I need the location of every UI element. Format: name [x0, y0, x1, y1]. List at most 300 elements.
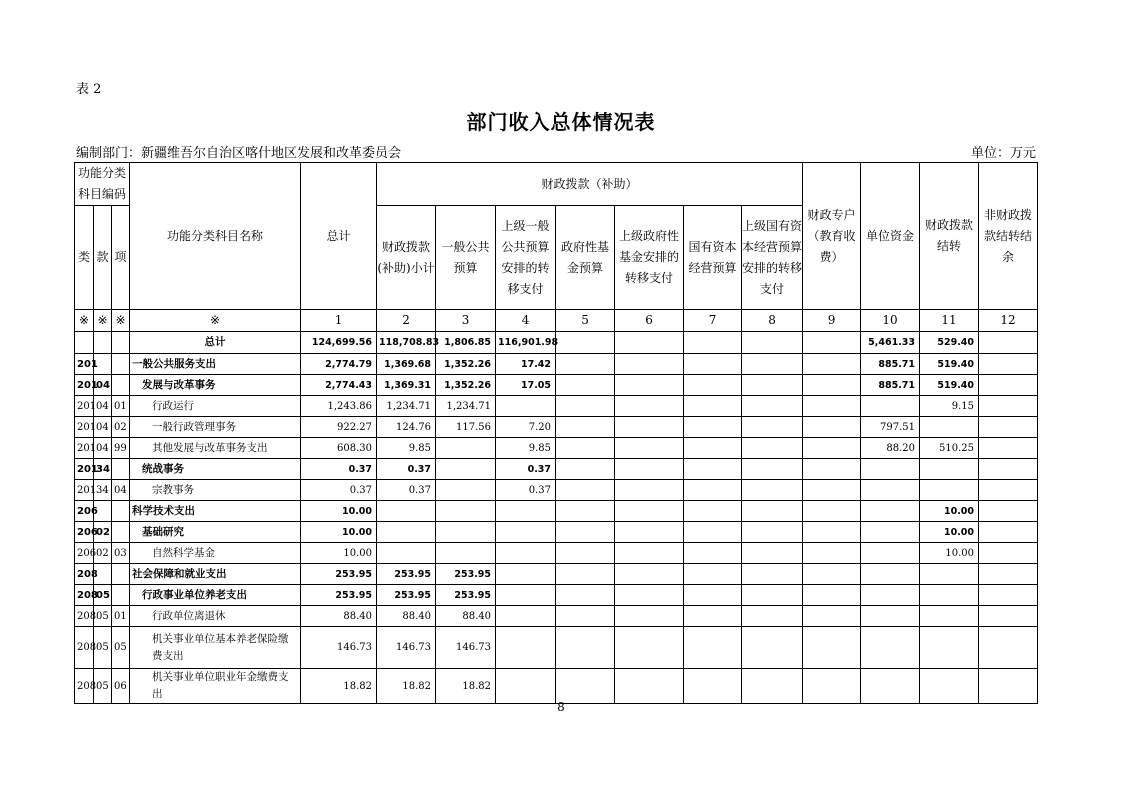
code-kuan: 05	[94, 627, 112, 669]
value-cell: 88.40	[377, 606, 436, 627]
value-cell	[556, 627, 615, 669]
code-lei: 206	[75, 522, 94, 543]
table-row	[75, 396, 1038, 417]
value-cell	[615, 606, 684, 627]
value-cell	[556, 438, 615, 459]
code-kuan: 05	[94, 669, 112, 704]
value-cell	[742, 354, 803, 375]
value-cell	[615, 354, 684, 375]
index-cell: ※	[94, 310, 112, 332]
value-cell: 1,234.71	[377, 396, 436, 417]
code-lei: 208	[75, 669, 94, 704]
index-cell: 5	[556, 310, 615, 332]
value-cell: 10.00	[301, 501, 377, 522]
value-cell: 0.37	[377, 459, 436, 480]
index-cell: 1	[301, 310, 377, 332]
value-cell	[861, 459, 920, 480]
table-row	[75, 543, 1038, 564]
table-row	[75, 438, 1038, 459]
value-cell: 17.42	[496, 354, 556, 375]
value-cell	[684, 585, 742, 606]
value-cell	[861, 627, 920, 669]
value-cell	[861, 501, 920, 522]
value-cell	[920, 627, 979, 669]
department-label: 编制部门：新疆维吾尔自治区喀什地区发展和改革委员会	[76, 146, 402, 161]
value-cell: 10.00	[301, 522, 377, 543]
code-kuan: 05	[94, 606, 112, 627]
value-cell	[684, 627, 742, 669]
code-xiang	[112, 375, 130, 396]
value-cell	[556, 354, 615, 375]
code-xiang	[112, 564, 130, 585]
header-fiscal-subtotal: 财政拨款(补助)小计	[377, 206, 436, 310]
value-cell	[979, 522, 1038, 543]
value-cell	[684, 417, 742, 438]
value-cell	[742, 375, 803, 396]
value-cell: 2,774.79	[301, 354, 377, 375]
table-row	[75, 522, 1038, 543]
row-name: 行政事业单位养老支出	[130, 585, 301, 606]
value-cell	[803, 480, 861, 501]
value-cell	[803, 417, 861, 438]
row-name: 机关事业单位职业年金缴费支出	[130, 669, 301, 704]
value-cell	[920, 669, 979, 704]
value-cell: 0.37	[301, 459, 377, 480]
value-cell	[979, 564, 1038, 585]
code-lei: 208	[75, 627, 94, 669]
value-cell	[684, 669, 742, 704]
value-cell: 922.27	[301, 417, 377, 438]
value-cell	[684, 606, 742, 627]
value-cell: 2,774.43	[301, 375, 377, 396]
value-cell	[615, 522, 684, 543]
value-cell	[436, 501, 496, 522]
index-cell: 8	[742, 310, 803, 332]
value-cell	[556, 375, 615, 396]
value-cell: 519.40	[920, 354, 979, 375]
index-cell: 11	[920, 310, 979, 332]
code-xiang	[112, 332, 130, 354]
row-name: 行政运行	[130, 396, 301, 417]
row-name: 行政单位离退休	[130, 606, 301, 627]
value-cell	[742, 396, 803, 417]
value-cell: 10.00	[301, 543, 377, 564]
value-cell: 146.73	[301, 627, 377, 669]
value-cell	[803, 543, 861, 564]
value-cell: 7.20	[496, 417, 556, 438]
value-cell	[684, 396, 742, 417]
value-cell	[742, 480, 803, 501]
code-xiang	[112, 501, 130, 522]
value-cell	[803, 396, 861, 417]
value-cell: 253.95	[436, 585, 496, 606]
value-cell	[803, 627, 861, 669]
page-number: 8	[557, 700, 565, 714]
value-cell: 1,352.26	[436, 375, 496, 396]
header-unit-fund: 单位资金	[861, 163, 920, 310]
value-cell	[615, 396, 684, 417]
value-cell	[556, 606, 615, 627]
value-cell: 797.51	[861, 417, 920, 438]
header-func-name: 功能分类科目名称	[130, 163, 301, 310]
header-lei: 类	[75, 206, 94, 310]
code-xiang: 03	[112, 543, 130, 564]
value-cell	[615, 564, 684, 585]
value-cell: 10.00	[920, 522, 979, 543]
value-cell: 88.40	[436, 606, 496, 627]
index-cell: ※	[112, 310, 130, 332]
value-cell	[742, 564, 803, 585]
index-cell: ※	[130, 310, 301, 332]
value-cell	[920, 459, 979, 480]
value-cell	[920, 585, 979, 606]
value-cell: 253.95	[301, 564, 377, 585]
value-cell	[742, 332, 803, 354]
value-cell: 117.56	[436, 417, 496, 438]
code-lei: 201	[75, 396, 94, 417]
value-cell	[742, 627, 803, 669]
header-upper-general: 上级一般公共预算安排的转移支付	[496, 206, 556, 310]
value-cell: 5,461.33	[861, 332, 920, 354]
code-lei: 201	[75, 480, 94, 501]
value-cell: 9.85	[377, 438, 436, 459]
value-cell: 1,243.86	[301, 396, 377, 417]
code-kuan: 02	[94, 522, 112, 543]
code-kuan: 02	[94, 543, 112, 564]
value-cell	[684, 459, 742, 480]
value-cell	[742, 585, 803, 606]
value-cell	[615, 480, 684, 501]
header-func-code: 功能分类科目编码	[75, 163, 130, 206]
value-cell	[803, 332, 861, 354]
value-cell	[742, 606, 803, 627]
code-lei: 201	[75, 354, 94, 375]
value-cell	[742, 522, 803, 543]
value-cell: 529.40	[920, 332, 979, 354]
row-name: 基础研究	[130, 522, 301, 543]
code-kuan: 34	[94, 459, 112, 480]
value-cell	[556, 585, 615, 606]
value-cell: 10.00	[920, 543, 979, 564]
table-row	[75, 332, 1038, 354]
code-lei: 206	[75, 501, 94, 522]
row-name: 统战事务	[130, 459, 301, 480]
value-cell	[861, 396, 920, 417]
table-label: 表 2	[76, 82, 102, 97]
row-name: 发展与改革事务	[130, 375, 301, 396]
code-lei	[75, 332, 94, 354]
value-cell	[377, 543, 436, 564]
value-cell: 510.25	[920, 438, 979, 459]
value-cell	[556, 669, 615, 704]
header-kuan: 款	[94, 206, 112, 310]
value-cell: 88.20	[861, 438, 920, 459]
value-cell: 0.37	[496, 459, 556, 480]
value-cell	[684, 564, 742, 585]
value-cell	[496, 669, 556, 704]
code-xiang	[112, 522, 130, 543]
value-cell	[979, 332, 1038, 354]
value-cell	[920, 606, 979, 627]
value-cell	[979, 480, 1038, 501]
value-cell: 116,901.98	[496, 332, 556, 354]
value-cell	[979, 396, 1038, 417]
unit-label: 单位：万元	[970, 146, 1036, 161]
code-lei: 208	[75, 585, 94, 606]
value-cell	[436, 522, 496, 543]
table-row	[75, 480, 1038, 501]
index-cell: 10	[861, 310, 920, 332]
value-cell	[920, 480, 979, 501]
header-upper-fund: 上级政府性基金安排的转移支付	[615, 206, 684, 310]
value-cell: 0.37	[496, 480, 556, 501]
value-cell	[742, 438, 803, 459]
value-cell: 519.40	[920, 375, 979, 396]
value-cell	[615, 438, 684, 459]
value-cell	[436, 459, 496, 480]
code-kuan: 05	[94, 585, 112, 606]
value-cell	[684, 332, 742, 354]
value-cell: 10.00	[920, 501, 979, 522]
value-cell	[615, 669, 684, 704]
value-cell	[979, 606, 1038, 627]
value-cell	[496, 396, 556, 417]
code-xiang: 01	[112, 606, 130, 627]
table-row	[75, 417, 1038, 438]
table-row	[75, 606, 1038, 627]
value-cell	[861, 585, 920, 606]
value-cell	[803, 438, 861, 459]
index-cell: 9	[803, 310, 861, 332]
code-lei: 201	[75, 375, 94, 396]
code-kuan: 04	[94, 375, 112, 396]
value-cell	[496, 627, 556, 669]
value-cell: 253.95	[301, 585, 377, 606]
header-non-carryover: 非财政拨款结转结余	[979, 163, 1038, 310]
row-name: 一般公共服务支出	[130, 354, 301, 375]
value-cell	[615, 543, 684, 564]
value-cell: 1,369.31	[377, 375, 436, 396]
code-xiang: 99	[112, 438, 130, 459]
value-cell	[803, 354, 861, 375]
value-cell	[803, 375, 861, 396]
header-total: 总计	[301, 163, 377, 310]
code-kuan: 04	[94, 438, 112, 459]
value-cell	[861, 543, 920, 564]
value-cell	[377, 501, 436, 522]
code-xiang	[112, 354, 130, 375]
value-cell	[803, 585, 861, 606]
value-cell	[920, 564, 979, 585]
table-row	[75, 459, 1038, 480]
value-cell: 88.40	[301, 606, 377, 627]
value-cell: 124,699.56	[301, 332, 377, 354]
code-kuan: 04	[94, 417, 112, 438]
value-cell	[684, 522, 742, 543]
value-cell	[742, 543, 803, 564]
value-cell	[436, 543, 496, 564]
value-cell	[556, 417, 615, 438]
value-cell	[496, 606, 556, 627]
value-cell	[615, 501, 684, 522]
value-cell	[861, 606, 920, 627]
table-row	[75, 669, 1038, 704]
code-lei: 206	[75, 543, 94, 564]
value-cell	[556, 522, 615, 543]
value-cell	[615, 585, 684, 606]
row-name: 自然科学基金	[130, 543, 301, 564]
code-xiang: 02	[112, 417, 130, 438]
value-cell: 1,806.85	[436, 332, 496, 354]
value-cell	[803, 606, 861, 627]
table-row	[75, 585, 1038, 606]
header-upper-state: 上级国有资本经营预算安排的转移支付	[742, 206, 803, 310]
value-cell	[496, 501, 556, 522]
value-cell	[803, 522, 861, 543]
value-cell	[436, 438, 496, 459]
value-cell	[803, 501, 861, 522]
value-cell	[742, 459, 803, 480]
header-special: 财政专户（教育收费）	[803, 163, 861, 310]
revenue-table	[74, 162, 1038, 704]
value-cell	[436, 480, 496, 501]
row-name: 其他发展与改革事务支出	[130, 438, 301, 459]
header-xiang: 项	[112, 206, 130, 310]
value-cell	[742, 669, 803, 704]
table-row	[75, 627, 1038, 669]
value-cell: 885.71	[861, 375, 920, 396]
value-cell: 18.82	[301, 669, 377, 704]
value-cell: 18.82	[377, 669, 436, 704]
header-fiscal-group: 财政拨款（补助）	[377, 163, 803, 206]
row-name: 科学技术支出	[130, 501, 301, 522]
value-cell	[496, 585, 556, 606]
table-row	[75, 564, 1038, 585]
value-cell: 885.71	[861, 354, 920, 375]
value-cell	[742, 417, 803, 438]
value-cell	[556, 332, 615, 354]
value-cell: 9.15	[920, 396, 979, 417]
header-gov-fund: 政府性基金预算	[556, 206, 615, 310]
index-cell: ※	[75, 310, 94, 332]
page-title: 部门收入总体情况表	[466, 110, 656, 134]
value-cell	[979, 354, 1038, 375]
code-kuan	[94, 332, 112, 354]
value-cell	[803, 459, 861, 480]
value-cell	[615, 627, 684, 669]
value-cell	[979, 501, 1038, 522]
code-kuan: 34	[94, 480, 112, 501]
value-cell	[615, 417, 684, 438]
row-name: 总计	[130, 332, 301, 354]
value-cell	[861, 669, 920, 704]
index-cell: 4	[496, 310, 556, 332]
header-carryover: 财政拨款结转	[920, 163, 979, 310]
value-cell	[803, 669, 861, 704]
index-cell: 7	[684, 310, 742, 332]
value-cell	[979, 438, 1038, 459]
value-cell	[556, 501, 615, 522]
value-cell	[979, 375, 1038, 396]
value-cell: 9.85	[496, 438, 556, 459]
value-cell	[496, 543, 556, 564]
value-cell: 146.73	[436, 627, 496, 669]
value-cell: 146.73	[377, 627, 436, 669]
value-cell	[803, 564, 861, 585]
value-cell	[496, 564, 556, 585]
code-lei: 201	[75, 459, 94, 480]
code-lei: 208	[75, 606, 94, 627]
value-cell: 17.05	[496, 375, 556, 396]
index-cell: 12	[979, 310, 1038, 332]
value-cell	[742, 501, 803, 522]
value-cell: 0.37	[301, 480, 377, 501]
header-state-capital: 国有资本经营预算	[684, 206, 742, 310]
code-lei: 201	[75, 417, 94, 438]
row-name: 社会保障和就业支出	[130, 564, 301, 585]
row-name: 机关事业单位基本养老保险缴费支出	[130, 627, 301, 669]
value-cell	[920, 417, 979, 438]
value-cell: 253.95	[377, 564, 436, 585]
code-xiang	[112, 459, 130, 480]
value-cell: 1,352.26	[436, 354, 496, 375]
value-cell: 0.37	[377, 480, 436, 501]
row-name: 宗教事务	[130, 480, 301, 501]
value-cell	[979, 585, 1038, 606]
value-cell	[615, 332, 684, 354]
value-cell	[556, 480, 615, 501]
code-xiang: 05	[112, 627, 130, 669]
value-cell: 1,234.71	[436, 396, 496, 417]
code-lei: 208	[75, 564, 94, 585]
value-cell	[556, 543, 615, 564]
value-cell	[684, 543, 742, 564]
value-cell	[684, 438, 742, 459]
value-cell: 253.95	[377, 585, 436, 606]
value-cell	[556, 459, 615, 480]
value-cell	[615, 459, 684, 480]
index-cell: 3	[436, 310, 496, 332]
code-xiang: 06	[112, 669, 130, 704]
value-cell: 608.30	[301, 438, 377, 459]
code-kuan: 04	[94, 396, 112, 417]
value-cell	[861, 522, 920, 543]
header-general-budget: 一般公共预算	[436, 206, 496, 310]
value-cell: 118,708.83	[377, 332, 436, 354]
value-cell: 18.82	[436, 669, 496, 704]
value-cell	[556, 564, 615, 585]
value-cell: 124.76	[377, 417, 436, 438]
value-cell	[684, 480, 742, 501]
code-xiang: 04	[112, 480, 130, 501]
value-cell	[979, 627, 1038, 669]
value-cell	[861, 480, 920, 501]
code-xiang	[112, 585, 130, 606]
value-cell	[684, 375, 742, 396]
code-xiang: 01	[112, 396, 130, 417]
value-cell: 1,369.68	[377, 354, 436, 375]
index-cell: 2	[377, 310, 436, 332]
row-name: 一般行政管理事务	[130, 417, 301, 438]
table-row	[75, 501, 1038, 522]
value-cell: 253.95	[436, 564, 496, 585]
table-row	[75, 354, 1038, 375]
value-cell	[979, 669, 1038, 704]
value-cell	[377, 522, 436, 543]
table-row	[75, 375, 1038, 396]
value-cell	[979, 459, 1038, 480]
value-cell	[496, 522, 556, 543]
